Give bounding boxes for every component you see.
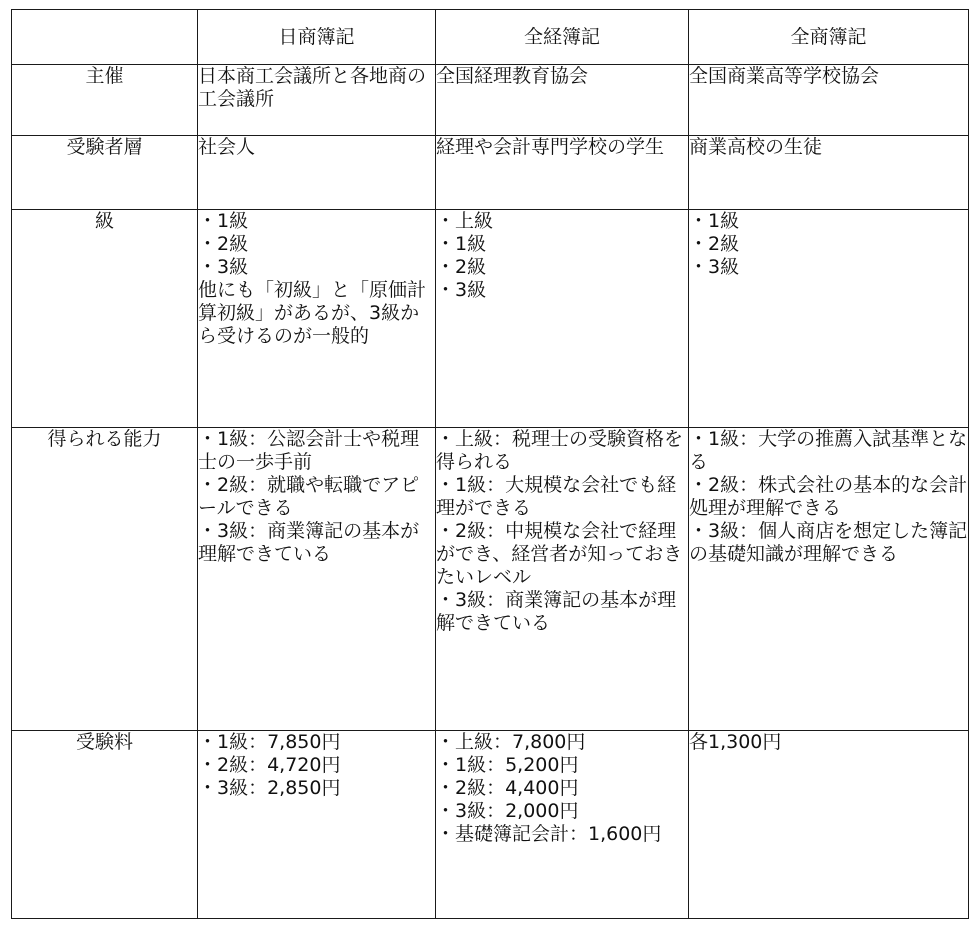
cell-abilities-zensho: ・1級：大学の推薦入試基準となる ・2級：株式会社の基本的な会計処理が理解できる ・3級：個人商店を想定した簿記の基礎知識が理解できる <box>689 427 969 730</box>
header-nissho: 日商簿記 <box>198 10 436 65</box>
row-label-audience: 受験者層 <box>12 135 198 209</box>
cell-grades-zensho: ・1級 ・2級 ・3級 <box>689 209 969 427</box>
cell-audience-nissho: 社会人 <box>198 135 436 209</box>
cell-audience-zenkei: 経理や会計専門学校の学生 <box>436 135 689 209</box>
row-label-abilities: 得られる能力 <box>12 427 198 730</box>
cell-organizer-nissho: 日本商工会議所と各地商の工会議所 <box>198 65 436 136</box>
header-zenkei: 全経簿記 <box>436 10 689 65</box>
cell-fees-zensho: 各1,300円 <box>689 730 969 919</box>
header-row <box>12 10 969 65</box>
cell-audience-zensho: 商業高校の生徒 <box>689 135 969 209</box>
cell-fees-nissho: ・1級：7,850円 ・2級：4,720円 ・3級：2,850円 <box>198 730 436 919</box>
row-label-fees: 受験料 <box>12 730 198 919</box>
table-row-audience <box>12 135 969 209</box>
cell-grades-zenkei: ・上級 ・1級 ・2級 ・3級 <box>436 209 689 427</box>
row-label-organizer: 主催 <box>12 65 198 136</box>
table-row-grades <box>12 209 969 427</box>
header-zensho: 全商簿記 <box>689 10 969 65</box>
cell-abilities-nissho: ・1級：公認会計士や税理士の一歩手前 ・2級：就職や転職でアピールできる ・3級：商業簿記の基本が理解できている <box>198 427 436 730</box>
cell-organizer-zensho: 全国商業高等学校協会 <box>689 65 969 136</box>
table-row-fees <box>12 730 969 919</box>
table-row-organizer <box>12 65 969 136</box>
table-row-abilities <box>12 427 969 730</box>
cell-grades-nissho: ・1級 ・2級 ・3級 他にも「初級」と「原価計算初級」があるが、3級から受けるのが一般的 <box>198 209 436 427</box>
cell-abilities-zenkei: ・上級：税理士の受験資格を得られる ・1級：大規模な会社でも経理ができる ・2級：中規模な会社で経理ができ、経営者が知っておきたいレベル ・3級：商業簿記の基本が理解できている <box>436 427 689 730</box>
cell-fees-zenkei: ・上級：7,800円 ・1級：5,200円 ・2級：4,400円 ・3級：2,000円 ・基礎簿記会計：1,600円 <box>436 730 689 919</box>
comparison-table <box>11 9 969 919</box>
corner-cell <box>12 10 198 65</box>
cell-organizer-zenkei: 全国経理教育協会 <box>436 65 689 136</box>
row-label-grades: 級 <box>12 209 198 427</box>
